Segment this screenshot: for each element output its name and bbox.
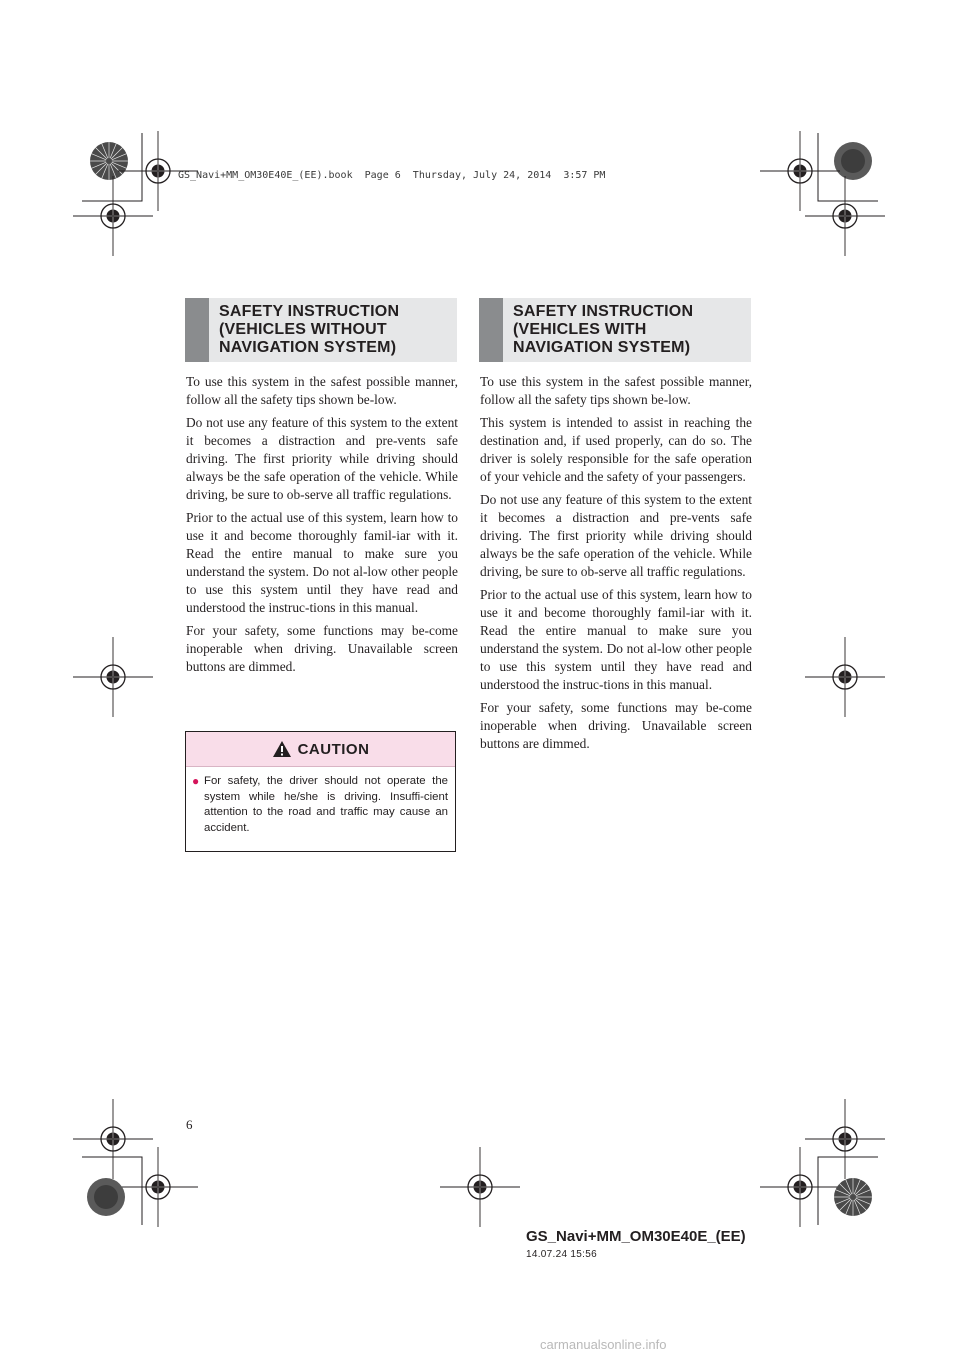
section-title: SAFETY INSTRUCTION (VEHICLES WITHOUT NAVIGATION SYSTEM) xyxy=(219,303,400,356)
section-heading-left xyxy=(185,298,457,362)
paragraph: To use this system in the safest possible manner, follow all the safety tips shown be-low. xyxy=(480,374,752,407)
body-text-right xyxy=(480,373,752,758)
body-text-left xyxy=(186,373,458,681)
paragraph: To use this system in the safest possible manner, follow all the safety tips shown be-low. xyxy=(186,374,458,407)
book-header-line: GS_Navi+MM_OM30E40E_(EE).book Page 6 Thursday, July 24, 2014 3:57 PM xyxy=(178,170,606,181)
site-watermark: carmanualsonline.info xyxy=(540,1337,667,1352)
section-heading-right xyxy=(479,298,751,362)
paragraph: For your safety, some functions may be-come inoperable when driving. Unavailable screen buttons are dimmed. xyxy=(480,700,752,751)
paragraph: This system is intended to assist in reaching the destination and, if used properly, can do so. The driver is solely responsible for the safe operation of your vehicle and the safety of your passengers. xyxy=(480,415,752,484)
paragraph: For your safety, some functions may be-come inoperable when driving. Unavailable screen buttons are dimmed. xyxy=(186,623,458,674)
caution-item xyxy=(192,774,448,836)
document-timestamp: 14.07.24 15:56 xyxy=(526,1249,597,1260)
paragraph: Do not use any feature of this system to the extent it becomes a distraction and pre-vents safe driving. The first priority while driving should always be the safe operation of the vehicle. While driving, be sure to ob-serve all traffic regulations. xyxy=(186,415,458,502)
page-number: 6 xyxy=(186,1117,193,1132)
section-title: SAFETY INSTRUCTION (VEHICLES WITH NAVIGATION SYSTEM) xyxy=(513,303,694,356)
paragraph: Prior to the actual use of this system, learn how to use it and become thoroughly famil-iar with it. Read the entire manual to make sure you understand the system. Do not al-low other people to use this system until they have read and understood the instruc-tions in this manual. xyxy=(186,510,458,615)
caution-header xyxy=(186,732,455,767)
heading-accent-bar xyxy=(479,298,503,362)
bullet-icon: ● xyxy=(192,774,200,788)
caution-title: CAUTION xyxy=(297,740,370,758)
document-code: GS_Navi+MM_OM30E40E_(EE) xyxy=(526,1228,746,1245)
paragraph: Prior to the actual use of this system, learn how to use it and become thoroughly famil-iar with it. Read the entire manual to make sure you understand the system. Do not al-low other people to use this system until they have read and understood the instruc-tions in this manual. xyxy=(480,587,752,692)
warning-triangle-icon xyxy=(272,740,292,758)
caution-text: For safety, the driver should not operate the system while he/she is driving. Insuffi-cient attention to the road and traffic may cause an accident. xyxy=(204,775,448,834)
paragraph: Do not use any feature of this system to the extent it becomes a distraction and pre-vents safe driving. The first priority while driving should always be the safe operation of the vehicle. While driving, be sure to ob-serve all traffic regulations. xyxy=(480,492,752,579)
heading-accent-bar xyxy=(185,298,209,362)
caution-box xyxy=(185,731,456,852)
